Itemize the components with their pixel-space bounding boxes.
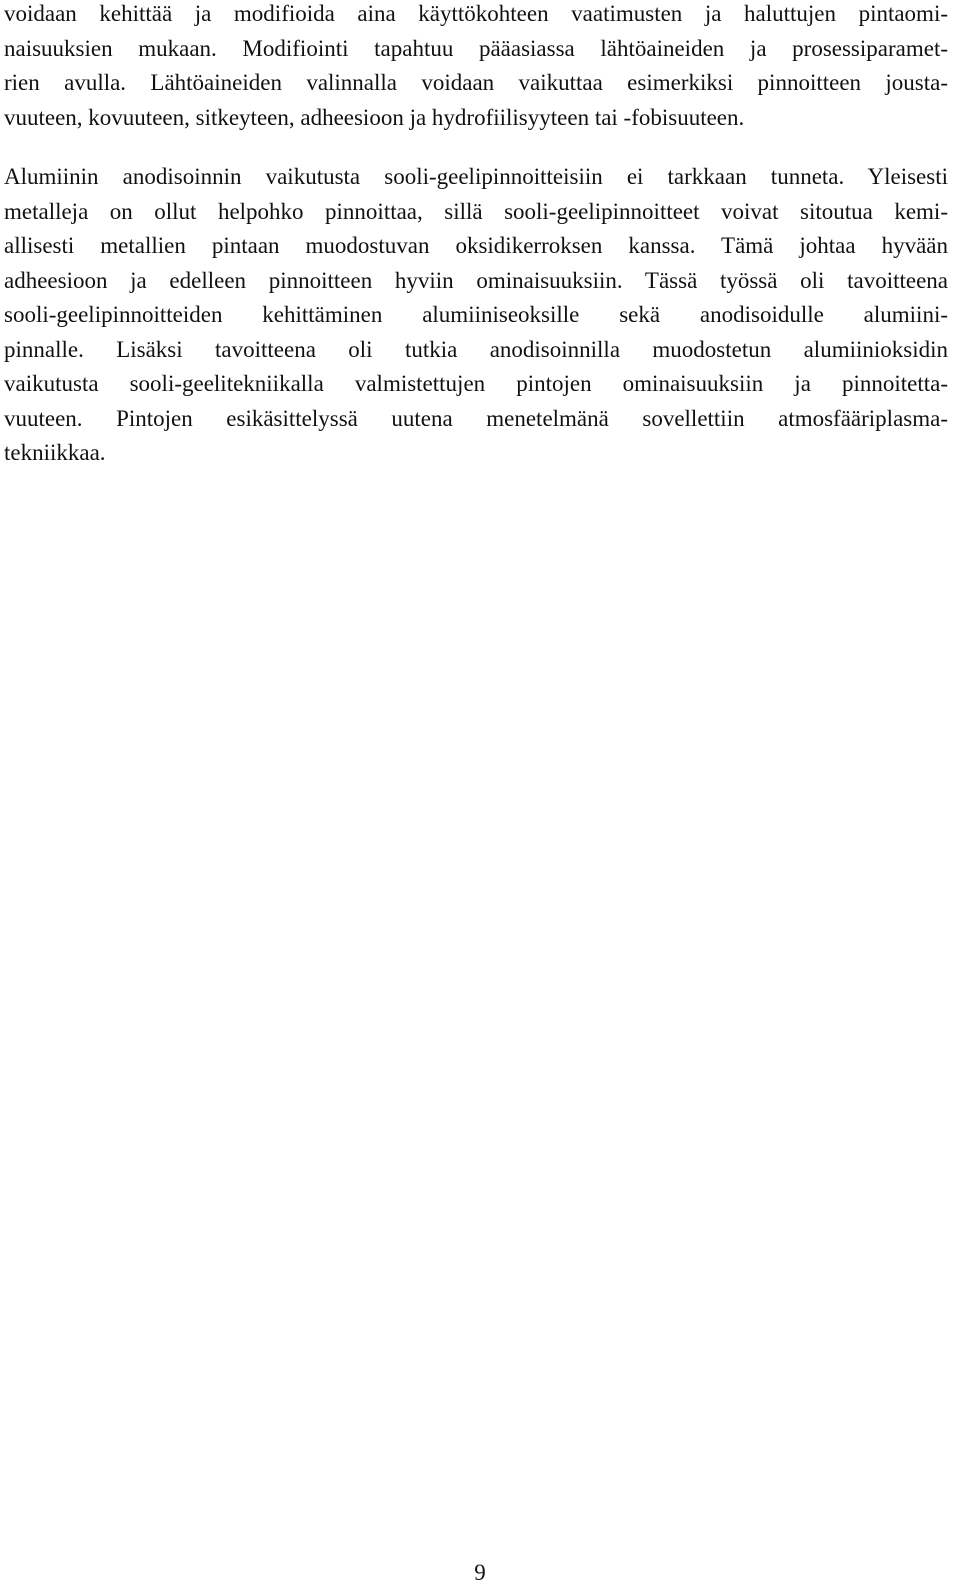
document-page (4, 0, 948, 471)
text-line: metalleja on ollut helpohko pinnoittaa, sillä sooli-geelipinnoitteet voivat sitoutua kemi- (4, 198, 948, 224)
text-line: naisuuksien mukaan. Modifiointi tapahtuu pääasiassa lähtöaineiden ja prosessiparamet- (4, 35, 948, 61)
paragraph-modification (4, 0, 948, 135)
text-line: rien avulla. Lähtöaineiden valinnalla voidaan vaikuttaa esimerkiksi pinnoitteen jousta- (4, 70, 948, 95)
text-line: allisesti metallien pintaan muodostuvan oksidikerroksen kanssa. Tämä johtaa hyvään (4, 233, 948, 258)
text-line: vaikutusta sooli-geelitekniikalla valmistettujen pintojen ominaisuuksiin ja pinnoitetta- (4, 371, 948, 396)
text-line: pinnalle. Lisäksi tavoitteena oli tutkia anodisoinnilla muodostetun alumiinioksidin (4, 336, 948, 362)
page-number: 9 (474, 1560, 486, 1585)
paragraph-anodizing (4, 160, 948, 471)
text-line: vuuteen, kovuuteen, sitkeyteen, adheesioon ja hydrofiilisyyteen tai -fobisuuteen. (4, 104, 745, 130)
text-line: sooli-geelipinnoitteiden kehittäminen alumiiniseoksille sekä anodisoidulle alumiini- (4, 302, 948, 327)
text-line: vuuteen. Pintojen esikäsittelyssä uutena menetelmänä sovellettiin atmosfääriplasma- (4, 405, 948, 431)
text-line: adheesioon ja edelleen pinnoitteen hyviin ominaisuuksiin. Tässä työssä oli tavoitteena (4, 267, 948, 293)
text-line: voidaan kehittää ja modifioida aina käyttökohteen vaatimusten ja haluttujen pintaomi- (4, 1, 948, 26)
text-line: tekniikkaa. (4, 440, 106, 465)
text-line: Alumiinin anodisoinnin vaikutusta sooli-geelipinnoitteisiin ei tarkkaan tunneta. Yleisesti (4, 164, 948, 189)
